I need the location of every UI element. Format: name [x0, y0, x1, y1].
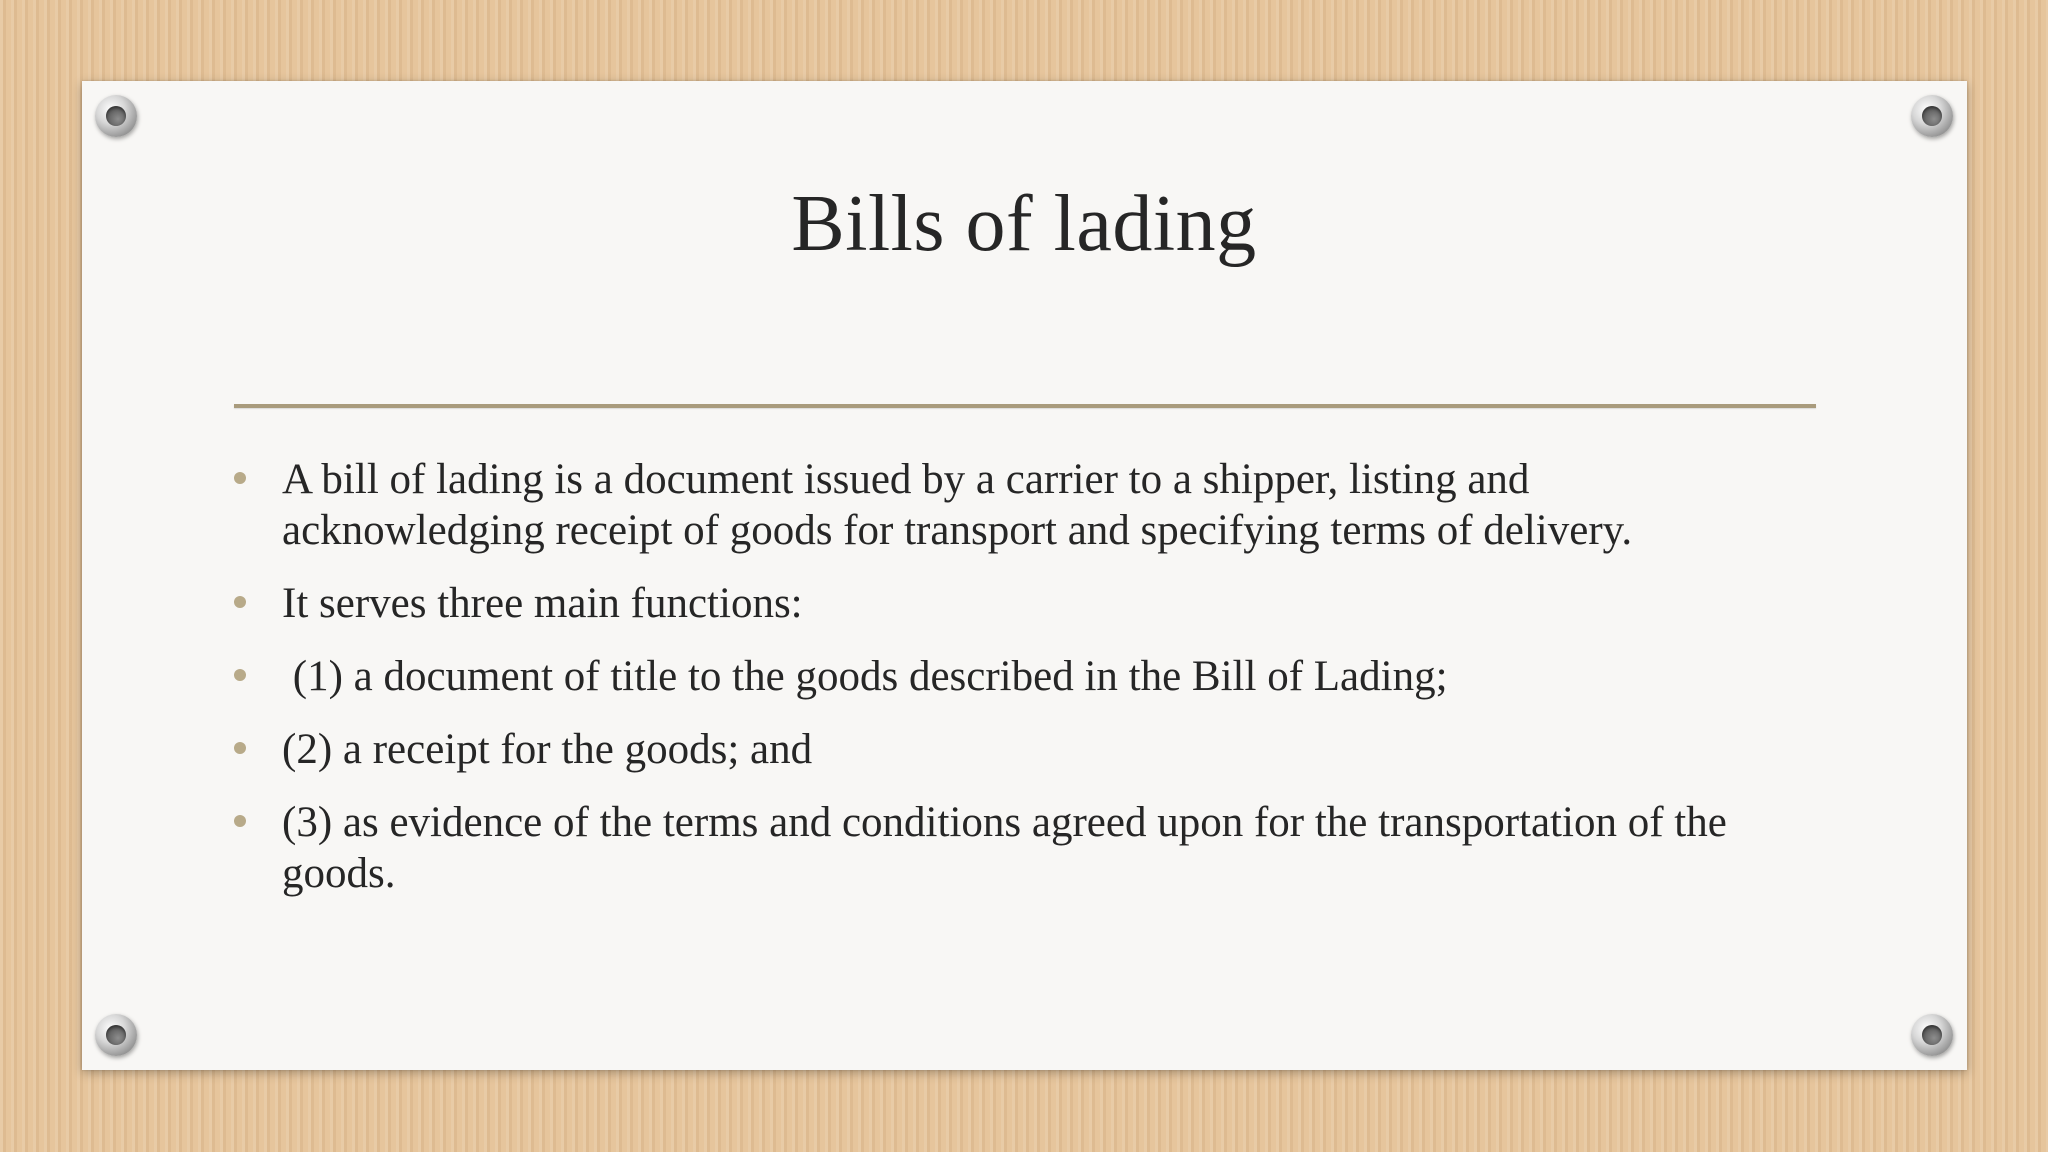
- bullet-item: [234, 651, 1794, 702]
- bullet-list: [234, 454, 1794, 921]
- bullet-dot-icon: [234, 596, 246, 608]
- bullet-item: [234, 724, 1794, 775]
- title-divider: [234, 404, 1816, 408]
- bullet-item: [234, 454, 1794, 556]
- bullet-text: It serves three main functions:: [282, 580, 803, 627]
- bullet-text: (2) a receipt for the goods; and: [282, 726, 813, 773]
- rivet-icon-top-right: [1911, 95, 1953, 137]
- bullet-dot-icon: [234, 742, 246, 754]
- rivet-icon-top-left: [95, 95, 137, 137]
- rivet-icon-bottom-right: [1911, 1014, 1953, 1056]
- bullet-dot-icon: [234, 472, 246, 484]
- bullet-dot-icon: [234, 815, 246, 827]
- bullet-text: A bill of lading is a document issued by a carrier to a shipper, listing and acknowledging receipt of goods for transport and specifying terms of delivery.: [282, 456, 1633, 554]
- bullet-text: (3) as evidence of the terms and conditions agreed upon for the transportation of the goods.: [282, 799, 1727, 897]
- bullet-item: [234, 797, 1794, 899]
- bullet-item: [234, 578, 1794, 629]
- bullet-text: (1) a document of title to the goods described in the Bill of Lading;: [282, 653, 1448, 700]
- rivet-icon-bottom-left: [95, 1014, 137, 1056]
- bullet-dot-icon: [234, 669, 246, 681]
- slide-title: Bills of lading: [791, 180, 1257, 268]
